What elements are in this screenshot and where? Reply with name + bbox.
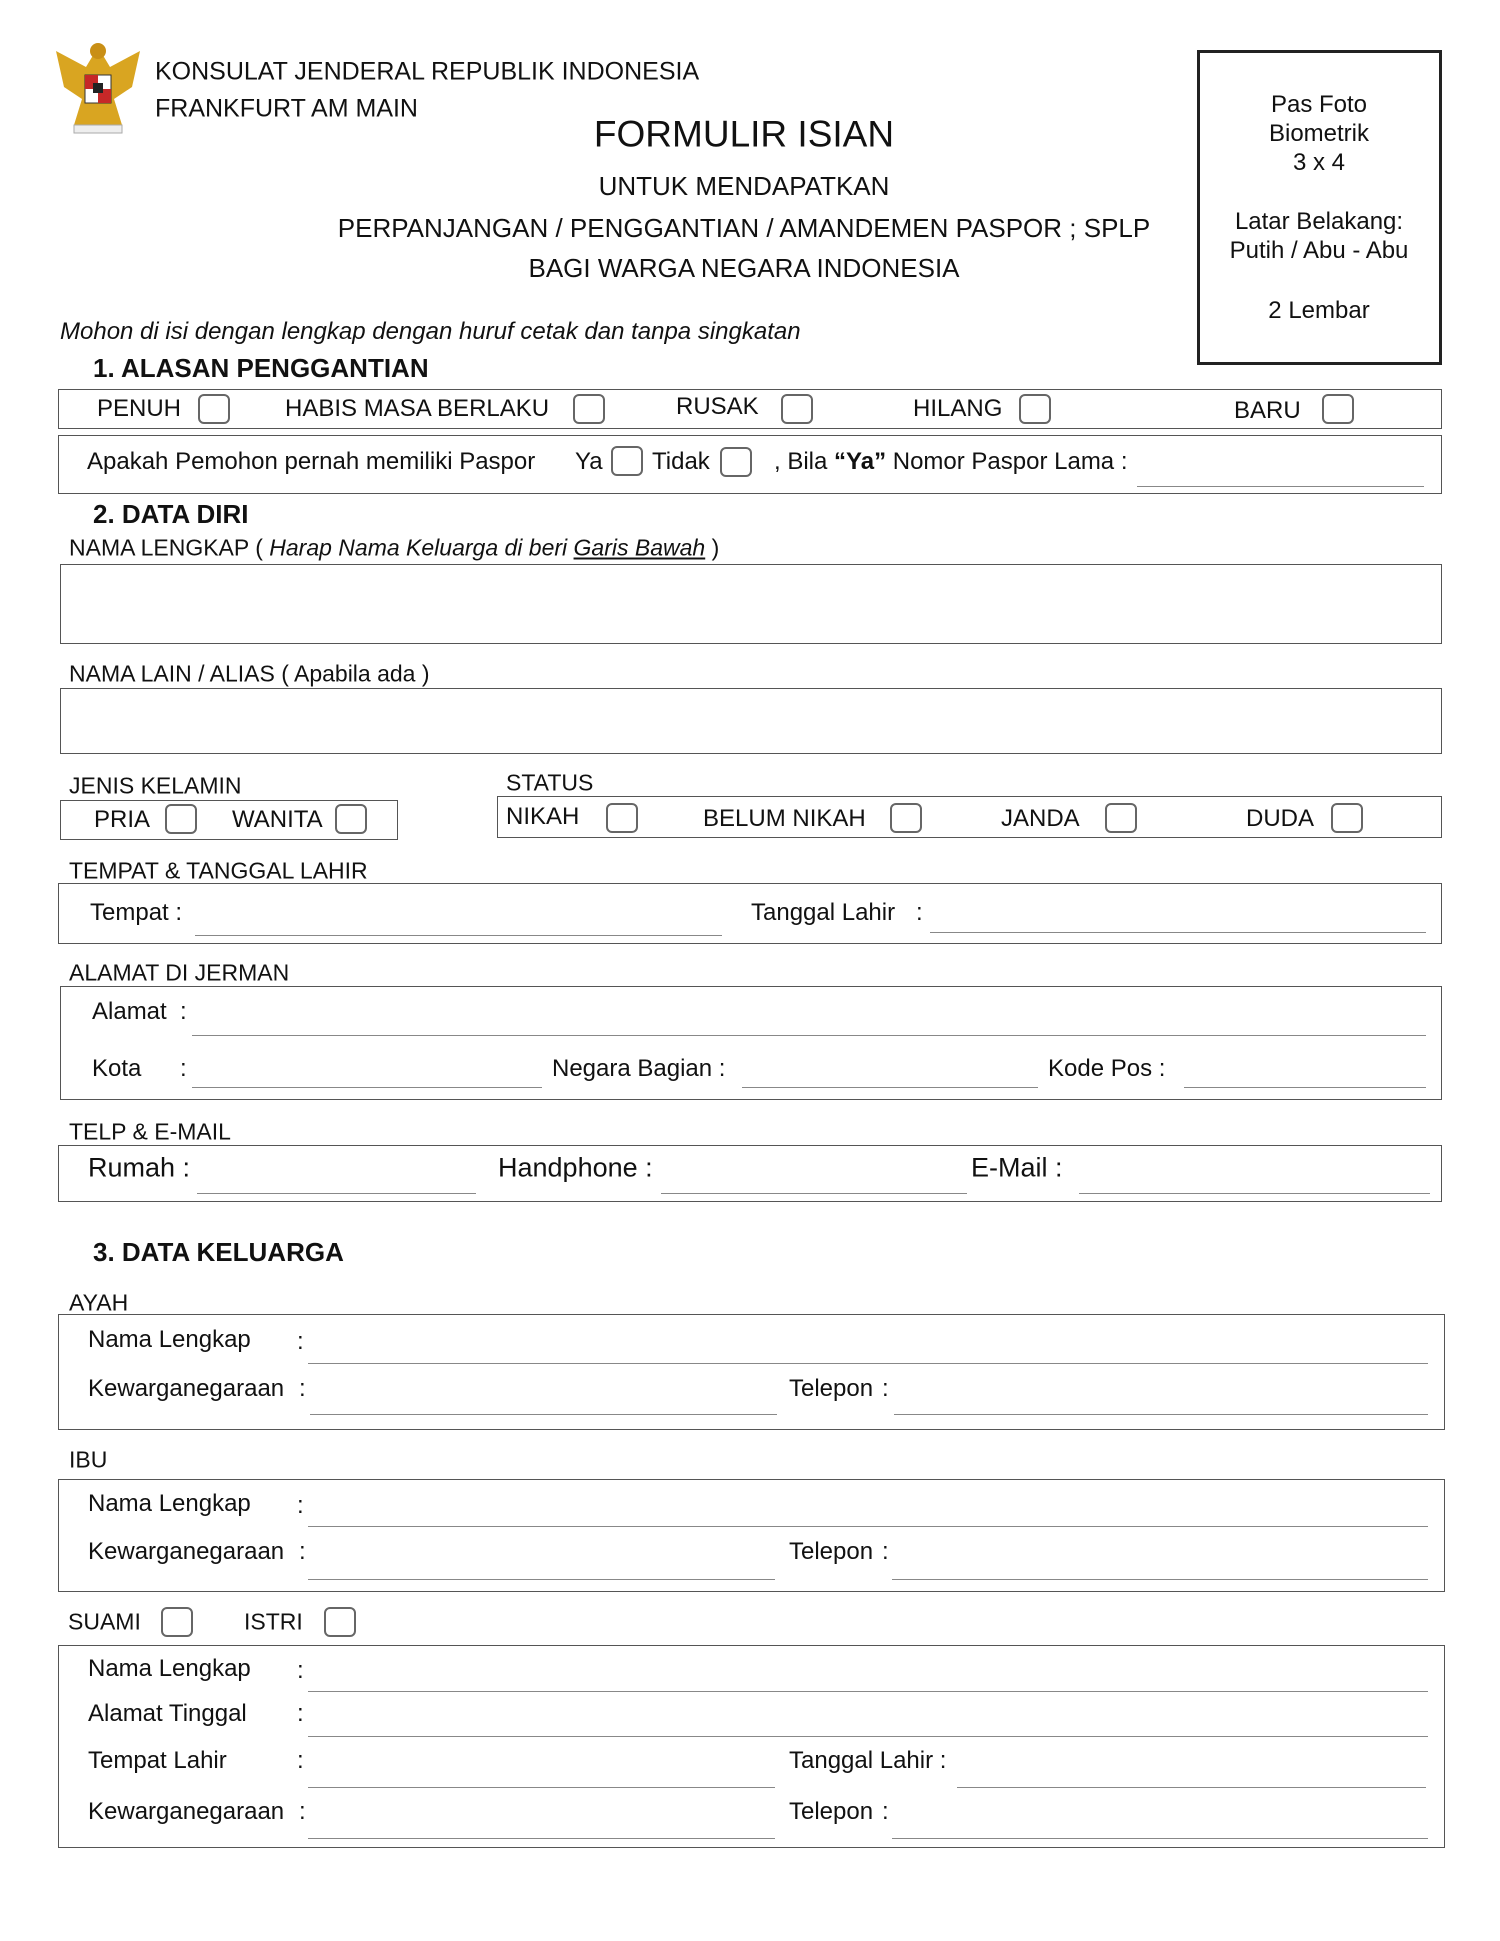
father-phone-label: Telepon	[789, 1375, 874, 1402]
birthdate-label: Tanggal Lahir	[751, 899, 896, 926]
old-passport-input[interactable]	[1137, 486, 1424, 487]
yes-label: Ya	[575, 448, 603, 475]
photo-text: Putih / Abu - Abu	[1229, 237, 1409, 264]
city-label: Kota	[92, 1055, 142, 1082]
mother-citizenship-input[interactable]	[308, 1579, 775, 1580]
birth-label: TEMPAT & TANGGAL LAHIR	[69, 857, 368, 884]
status-option-label: NIKAH	[506, 803, 580, 830]
reason-baru-checkbox[interactable]	[1322, 394, 1354, 424]
colon: :	[297, 1657, 304, 1684]
photo-text: Biometrik	[1268, 120, 1370, 147]
wife-checkbox[interactable]	[324, 1607, 356, 1637]
zip-label: Kode Pos :	[1048, 1055, 1166, 1082]
street-label: Alamat	[92, 998, 167, 1025]
email-input[interactable]	[1079, 1193, 1430, 1194]
wife-label: ISTRI	[244, 1608, 303, 1635]
spouse-phone-input[interactable]	[892, 1838, 1428, 1839]
gender-option-label: WANITA	[232, 806, 323, 833]
reason-penuh-checkbox[interactable]	[198, 394, 230, 424]
colon: :	[916, 899, 923, 926]
reason-hilang-checkbox[interactable]	[1019, 394, 1051, 424]
status-label: STATUS	[506, 769, 594, 796]
alias-input[interactable]	[60, 688, 1442, 754]
mother-name-label: Nama Lengkap	[88, 1490, 251, 1517]
state-input[interactable]	[742, 1087, 1038, 1088]
mobile-input[interactable]	[661, 1193, 967, 1194]
zip-input[interactable]	[1184, 1087, 1426, 1088]
home-phone-input[interactable]	[197, 1193, 476, 1194]
reason-label: BARU	[1234, 397, 1301, 424]
section-1-title: 1. ALASAN PENGGANTIAN	[93, 353, 429, 383]
mother-phone-input[interactable]	[892, 1579, 1428, 1580]
colon: :	[299, 1798, 306, 1825]
birthplace-input[interactable]	[195, 935, 722, 936]
mobile-label: Handphone :	[498, 1152, 653, 1183]
father-box	[58, 1314, 1445, 1430]
status-option-label: BELUM NIKAH	[703, 805, 866, 832]
father-phone-input[interactable]	[894, 1414, 1428, 1415]
reason-label: RUSAK	[676, 393, 759, 420]
contact-label: TELP & E-MAIL	[69, 1118, 231, 1145]
spouse-birthplace-input[interactable]	[308, 1787, 775, 1788]
reason-label: PENUH	[97, 395, 182, 422]
gender-label: JENIS KELAMIN	[69, 772, 242, 799]
husband-checkbox[interactable]	[161, 1607, 193, 1637]
reason-label: HILANG	[913, 395, 1003, 422]
old-passport-label: , Bila “Ya” Nomor Paspor Lama :	[774, 448, 1128, 475]
full-name-input[interactable]	[60, 564, 1442, 644]
city-input[interactable]	[192, 1087, 542, 1088]
father-name-label: Nama Lengkap	[88, 1326, 251, 1353]
street-input[interactable]	[192, 1035, 1426, 1036]
gender-wanita-checkbox[interactable]	[335, 804, 367, 834]
spouse-phone-label: Telepon	[789, 1798, 874, 1825]
mother-phone-label: Telepon	[789, 1538, 874, 1565]
colon: :	[180, 1055, 187, 1082]
reason-habis-checkbox[interactable]	[573, 394, 605, 424]
father-name-input[interactable]	[308, 1363, 1428, 1364]
email-label: E-Mail :	[971, 1152, 1063, 1183]
no-label: Tidak	[652, 448, 710, 475]
alias-label: NAMA LAIN / ALIAS ( Apabila ada )	[69, 660, 430, 687]
address-box	[60, 986, 1442, 1100]
gender-pria-checkbox[interactable]	[165, 804, 197, 834]
colon: :	[180, 998, 187, 1025]
father-label: AYAH	[69, 1289, 129, 1316]
gender-option-label: PRIA	[94, 806, 151, 833]
spouse-citizenship-input[interactable]	[308, 1838, 775, 1839]
colon: :	[882, 1798, 889, 1825]
spouse-address-label: Alamat Tinggal	[88, 1700, 247, 1727]
father-citizenship-label: Kewarganegaraan	[88, 1375, 285, 1402]
spouse-name-input[interactable]	[308, 1691, 1428, 1692]
spouse-birthdate-label: Tanggal Lahir :	[789, 1747, 947, 1774]
form-title: FORMULIR ISIAN	[593, 113, 895, 155]
husband-label: SUAMI	[68, 1608, 141, 1635]
spouse-birthplace-label: Tempat Lahir	[88, 1747, 227, 1774]
home-phone-label: Rumah :	[88, 1152, 191, 1183]
passport-yes-checkbox[interactable]	[611, 446, 643, 476]
colon: :	[882, 1375, 889, 1402]
photo-text: Pas Foto	[1270, 91, 1368, 118]
mother-box	[58, 1479, 1445, 1592]
spouse-address-input[interactable]	[308, 1736, 1428, 1737]
father-citizenship-input[interactable]	[310, 1414, 777, 1415]
colon: :	[299, 1538, 306, 1565]
section-2-title: 2. DATA DIRI	[93, 499, 249, 529]
spouse-citizenship-label: Kewarganegaraan	[88, 1798, 285, 1825]
photo-text: 2 Lembar	[1268, 297, 1370, 324]
colon: :	[297, 1328, 304, 1355]
photo-text: 3 x 4	[1292, 149, 1346, 176]
org-name: KONSULAT JENDERAL REPUBLIK INDONESIA	[155, 57, 700, 86]
colon: :	[297, 1492, 304, 1519]
mother-name-input[interactable]	[308, 1526, 1428, 1527]
passport-question: Apakah Pemohon pernah memiliki Paspor	[87, 448, 536, 475]
spouse-birthdate-input[interactable]	[957, 1787, 1426, 1788]
status-janda-checkbox[interactable]	[1105, 803, 1137, 833]
form-subtitle-3: BAGI WARGA NEGARA INDONESIA	[528, 253, 960, 283]
status-option-label: JANDA	[1001, 805, 1080, 832]
org-city: FRANKFURT AM MAIN	[155, 94, 418, 123]
birthplace-label: Tempat :	[90, 899, 183, 926]
reason-rusak-checkbox[interactable]	[781, 394, 813, 424]
address-label: ALAMAT DI JERMAN	[69, 959, 290, 986]
status-duda-checkbox[interactable]	[1331, 803, 1363, 833]
instruction-text: Mohon di isi dengan lengkap dengan huruf cetak dan tanpa singkatan	[60, 318, 801, 345]
status-belum-nikah-checkbox[interactable]	[890, 803, 922, 833]
status-option-label: DUDA	[1246, 805, 1315, 832]
photo-text: Latar Belakang:	[1234, 208, 1404, 235]
birthdate-input[interactable]	[930, 932, 1426, 933]
colon: :	[882, 1538, 889, 1565]
form-subtitle-1: UNTUK MENDAPATKAN	[598, 171, 890, 201]
state-label: Negara Bagian :	[552, 1055, 726, 1082]
mother-label: IBU	[69, 1446, 108, 1473]
colon: :	[297, 1700, 304, 1727]
mother-citizenship-label: Kewarganegaraan	[88, 1538, 285, 1565]
colon: :	[299, 1375, 306, 1402]
full-name-label: NAMA LENGKAP ( Harap Nama Keluarga di beri Garis Bawah )	[69, 534, 720, 561]
status-nikah-checkbox[interactable]	[606, 803, 638, 833]
spouse-name-label: Nama Lengkap	[88, 1655, 251, 1682]
reason-label: HABIS MASA BERLAKU	[285, 395, 550, 422]
form-subtitle-2: PERPANJANGAN / PENGGANTIAN / AMANDEMEN PASPOR ; SPLP	[337, 213, 1151, 243]
section-3-title: 3. DATA KELUARGA	[93, 1237, 344, 1267]
garuda-emblem-logo	[52, 37, 144, 137]
passport-no-checkbox[interactable]	[720, 447, 752, 477]
colon: :	[297, 1747, 304, 1774]
